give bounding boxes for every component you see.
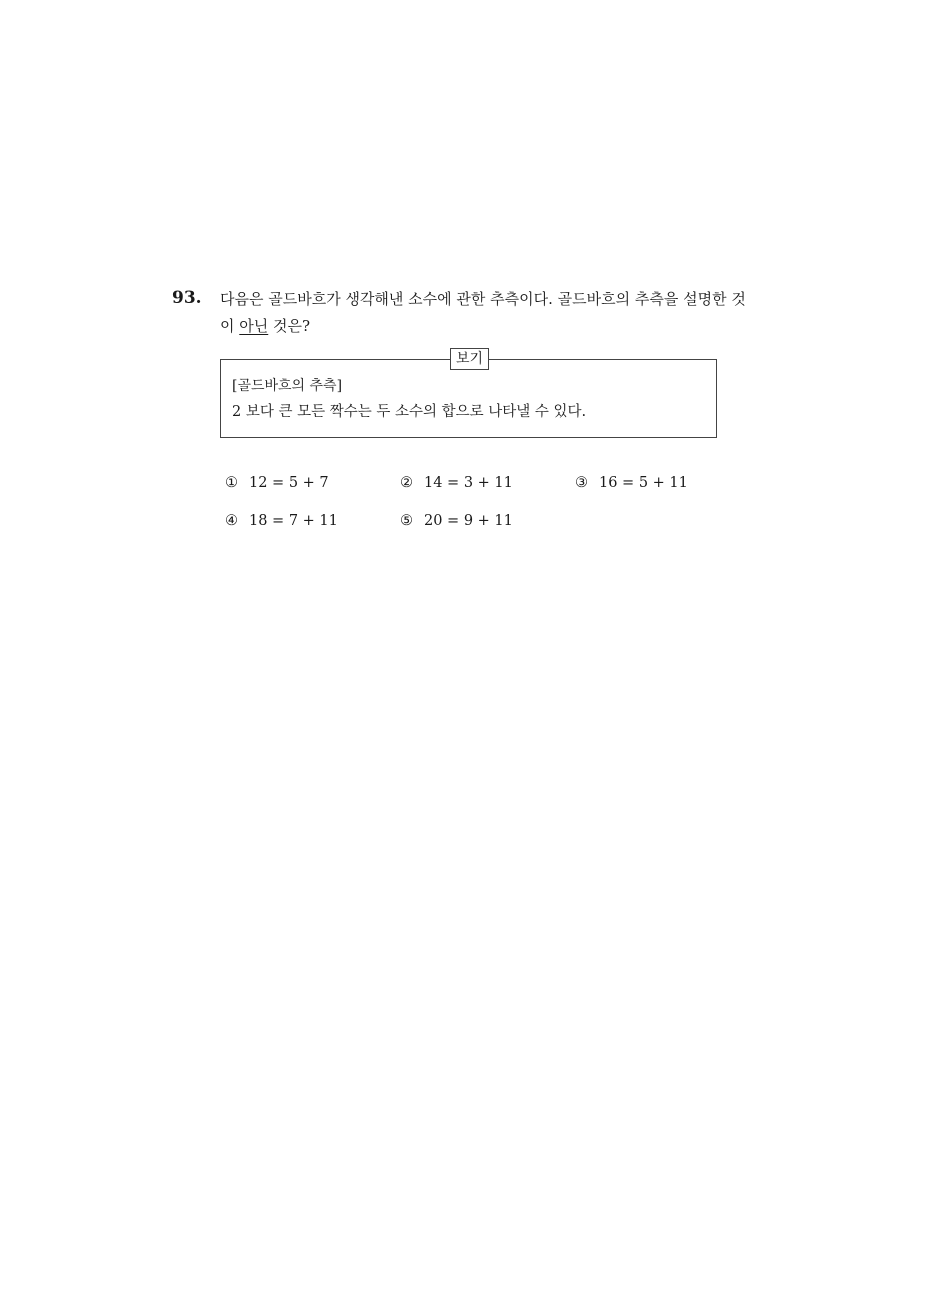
question-number: 93. <box>172 288 202 308</box>
example-box-heading: [골드바흐의 추측] <box>232 378 343 394</box>
choice-1-text: 12 = 5 + 7 <box>249 475 329 491</box>
choice-5-text: 20 = 9 + 11 <box>424 513 513 529</box>
example-box <box>220 351 717 438</box>
example-box-statement: 2 보다 큰 모든 짝수는 두 소수의 합으로 나타낼 수 있다. <box>232 404 587 420</box>
choice-4[interactable] <box>225 511 338 531</box>
stem-text-part1: 다음은 골드바흐가 생각해낸 소수에 관한 추측이다. 골드바흐의 추측을 설명한 것이 <box>220 290 746 335</box>
choice-2-text: 14 = 3 + 11 <box>424 475 513 491</box>
choice-1-mark: ① <box>225 475 238 491</box>
choice-5-mark: ⑤ <box>400 513 413 529</box>
choice-4-text: 18 = 7 + 11 <box>249 513 338 529</box>
choice-2-mark: ② <box>400 475 413 491</box>
choice-3-text: 16 = 5 + 11 <box>599 475 688 491</box>
choice-5[interactable] <box>400 511 513 531</box>
stem-underlined-word: 아닌 <box>239 317 269 335</box>
question-stem <box>220 286 760 340</box>
stem-text-part2: 것은? <box>268 317 311 335</box>
choice-3[interactable] <box>575 473 688 493</box>
choice-2[interactable] <box>400 473 513 493</box>
choice-4-mark: ④ <box>225 513 238 529</box>
example-box-title: 보기 <box>450 348 489 370</box>
choice-3-mark: ③ <box>575 475 588 491</box>
choice-1[interactable] <box>225 473 329 493</box>
